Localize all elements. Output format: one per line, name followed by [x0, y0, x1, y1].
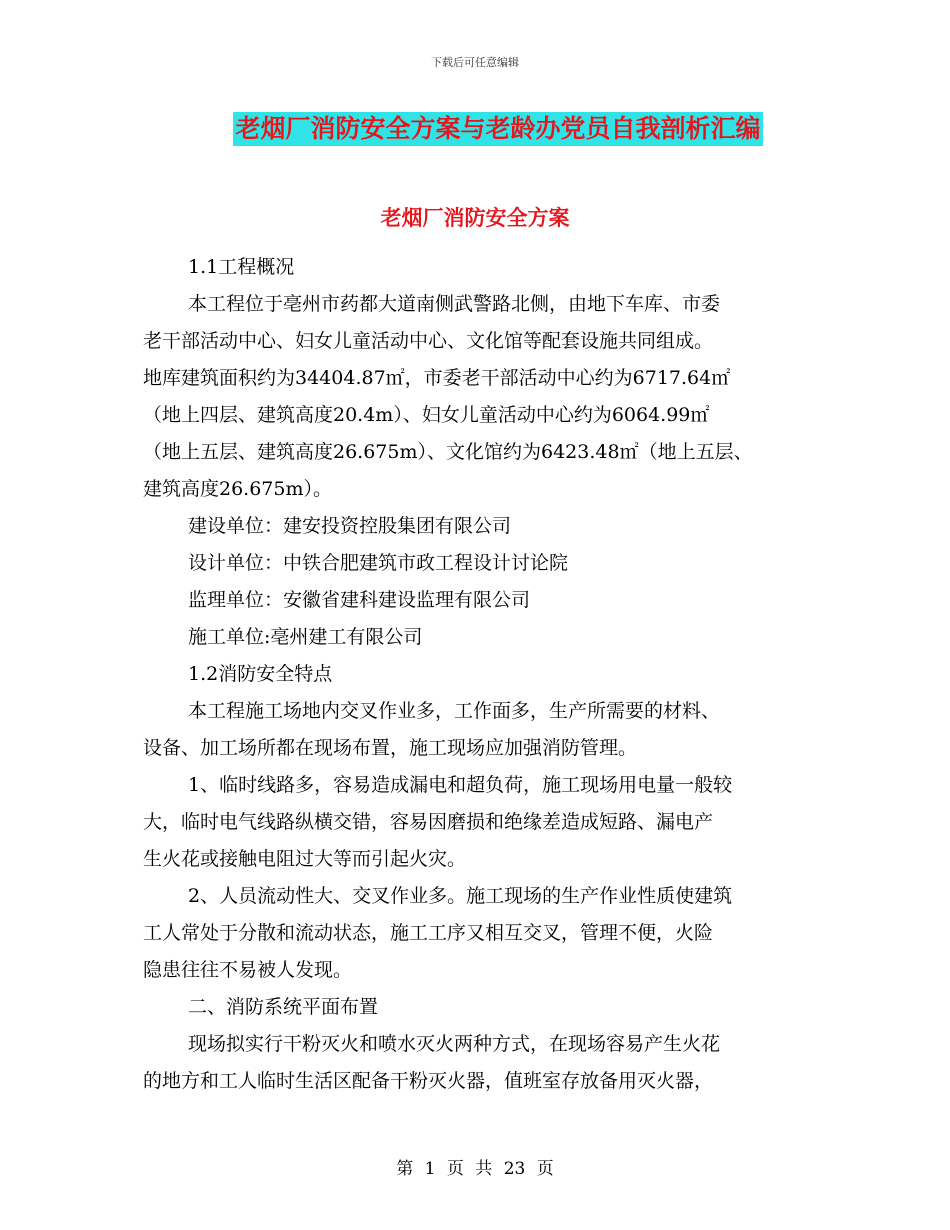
info-line-builder: 建设单位：建安投资控股集团有限公司 [188, 515, 512, 537]
paragraph-line: （地上五层、建筑高度26.675m）、文化馆约为6423.48㎡（地上五层、 [143, 441, 753, 463]
paragraph-line: 2、人员流动性大、交叉作业多。施工现场的生产作业性质使建筑 [188, 885, 733, 907]
paragraph-line: 生火花或接触电阻过大等而引起火灾。 [143, 848, 467, 870]
info-line-contractor: 施工单位:亳州建工有限公司 [188, 626, 423, 648]
paragraph-line: 大，临时电气线路纵横交错，容易因磨损和绝缘差造成短路、漏电产 [143, 811, 714, 833]
paragraph-line: 的地方和工人临时生活区配备干粉灭火器，值班室存放备用灭火器， [143, 1070, 714, 1092]
paragraph-line: 隐患往往不易被人发现。 [143, 959, 353, 981]
paragraph-line: 工人常处于分散和流动状态，施工工序又相互交叉，管理不便，火险 [143, 922, 714, 944]
heading-section-2: 二、消防系统平面布置 [188, 996, 379, 1018]
paragraph-line: 1、临时线路多，容易造成漏电和超负荷，施工现场用电量一般较 [188, 774, 733, 796]
paragraph-line: 设备、加工场所都在现场布置，施工现场应加强消防管理。 [143, 737, 638, 759]
main-title-container [0, 112, 950, 146]
heading-1-1: 1.1工程概况 [188, 256, 295, 278]
paragraph-line: 建筑高度26.675m）。 [143, 478, 332, 500]
paragraph-line: （地上四层、建筑高度20.4m）、妇女儿童活动中心约为6064.99㎡ [143, 404, 710, 426]
body-text [143, 249, 813, 1100]
page-footer: 第 1 页 共 23 页 [396, 1159, 554, 1179]
paragraph-line: 现场拟实行干粉灭火和喷水灭火两种方式，在现场容易产生火花 [188, 1033, 721, 1055]
section-title: 老烟厂消防安全方案 [380, 206, 570, 230]
paragraph-line: 本工程位于亳州市药都大道南侧武警路北侧，由地下车库、市委 [188, 293, 721, 315]
main-title: 老烟厂消防安全方案与老龄办党员自我剖析汇编 [233, 112, 762, 146]
info-line-designer: 设计单位：中铁合肥建筑市政工程设计讨论院 [188, 552, 569, 574]
info-line-supervisor: 监理单位：安徽省建科建设监理有限公司 [188, 589, 531, 611]
paragraph-line: 本工程施工场地内交叉作业多，工作面多，生产所需要的材料、 [188, 700, 721, 722]
header-note: 下载后可任意编辑 [431, 56, 519, 69]
paragraph-line: 地库建筑面积约为34404.87㎡，市委老干部活动中心约为6717.64㎡ [143, 367, 731, 389]
paragraph-line: 老干部活动中心、妇女儿童活动中心、文化馆等配套设施共同组成。 [143, 330, 714, 352]
heading-1-2: 1.2消防安全特点 [188, 663, 333, 685]
